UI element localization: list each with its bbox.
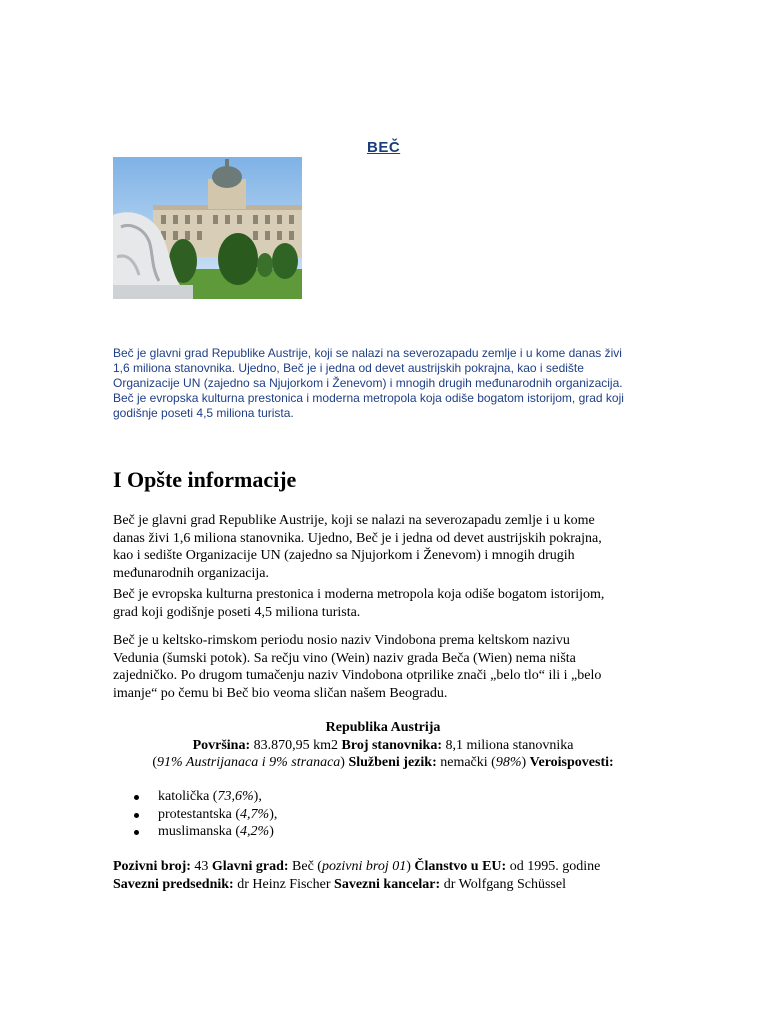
composition-close: ) xyxy=(340,755,349,770)
paragraph-line: imanje“ po čemu bi Beč bio veoma sličan našem Beogradu. xyxy=(113,685,448,701)
religion-pct: 73,6% xyxy=(217,789,254,804)
religion-suffix: ), xyxy=(269,806,278,822)
section-heading: I Opšte informacije xyxy=(113,467,297,492)
president-value: dr Heinz Fischer xyxy=(233,877,335,892)
capital-dial-code: pozivni broj 01 xyxy=(321,859,407,874)
religion-pct: 4,2% xyxy=(240,824,270,839)
area-label: Površina: xyxy=(192,737,251,753)
paragraph-line: kao i sedište Organizacije UN (zajedno sa Njujorkom i Ženevom) i mnogih drugih xyxy=(113,548,575,563)
president-label: Savezni predsednik: xyxy=(113,877,234,892)
paragraph-line: Vedunia (šumski potok). Sa rečju vino (Wein) naziv grada Beča (Wien) nema ništa xyxy=(113,650,576,666)
intro-line: Beč je evropska kulturna prestonica i moderna metropola koja odiše bogatom istorijom, grad koji xyxy=(113,391,624,405)
religion-pct: 4,7% xyxy=(240,806,270,822)
infobox-heading: Republika Austrija xyxy=(325,720,441,735)
capital-close: ) xyxy=(406,859,415,874)
page-title-link[interactable]: BEČ xyxy=(367,139,401,156)
religion-label: Veroispovesti: xyxy=(529,755,614,770)
religion-name: protestantska ( xyxy=(158,806,241,822)
intro-line: Organizacije UN (zajedno sa Njujorkom i Ženevom) i mnogih drugih međunarodnih organizacija. xyxy=(113,376,623,390)
dial-label: Pozivni broj: xyxy=(113,859,191,874)
chancellor-value: dr Wolfgang Schüssel xyxy=(440,877,566,892)
eu-label: Članstvo u EU: xyxy=(414,859,507,874)
composition-value: 91% Austrijanaca i 9% stranaca xyxy=(156,755,341,770)
paragraph-line: međunarodnih organizacija. xyxy=(113,565,270,581)
language-value: nemački ( xyxy=(436,755,496,770)
population-label: Broj stanovnika: xyxy=(341,737,442,753)
area-value: 83.870,95 km2 xyxy=(250,737,342,753)
intro-line: 1,6 miliona stanovnika. Ujedno, Beč je i jedna od devet austrijskih pokrajna, kao i sedište xyxy=(113,361,584,375)
vienna-museum-photo xyxy=(113,157,302,299)
chancellor-label: Savezni kancelar: xyxy=(334,877,441,892)
paragraph-line: Beč je evropska kulturna prestonica i moderna metropola koja odiše bogatom istorijom, xyxy=(113,587,605,602)
culture-paragraph xyxy=(113,586,653,621)
intro-line: godišnje poseti 4,5 miliona turista. xyxy=(113,406,294,420)
list-item xyxy=(113,823,277,841)
religion-name: katolička ( xyxy=(158,789,218,804)
language-pct: 98% xyxy=(495,755,522,770)
religion-suffix: ), xyxy=(253,789,262,804)
religion-name: muslimanska ( xyxy=(158,824,241,839)
dial-value: 43 xyxy=(190,859,212,874)
composition-open: ( xyxy=(152,755,157,770)
population-value: 8,1 miliona stanovnika xyxy=(442,737,574,753)
eu-value: od 1995. godine xyxy=(506,859,601,874)
intro-paragraph xyxy=(113,346,653,421)
religion-list xyxy=(113,788,277,841)
history-paragraph xyxy=(113,632,653,702)
paragraph-line: Beč je u keltsko-rimskom periodu nosio naziv Vindobona prema keltskom nazivu xyxy=(113,633,570,648)
paragraph-line: grad koji godišnje poseti 4,5 miliona turista. xyxy=(113,604,361,620)
country-facts-footer xyxy=(113,858,673,894)
paragraph-line: danas živi 1,6 miliona stanovnika. Ujedno, Beč je i jedna od devet austrijskih pokrajna, xyxy=(113,530,602,546)
language-close: ) xyxy=(521,755,530,770)
capital-value: Beč ( xyxy=(288,859,322,874)
general-info-paragraph xyxy=(113,512,653,582)
list-item xyxy=(113,806,277,824)
language-label: Službeni jezik: xyxy=(348,755,437,770)
religion-suffix: ) xyxy=(269,824,274,839)
paragraph-line: zajedničko. Po drugom tumačenju naziv Vindobona otprilike znači „belo tlo“ ili i „belo xyxy=(113,668,602,683)
intro-line: Beč je glavni grad Republike Austrije, koji se nalazi na severozapadu zemlje i u kome danas živi xyxy=(113,346,622,360)
country-infobox xyxy=(113,719,653,772)
paragraph-line: Beč je glavni grad Republike Austrije, koji se nalazi na severozapadu zemlje i u kome xyxy=(113,513,595,528)
capital-label: Glavni grad: xyxy=(211,859,289,874)
list-item xyxy=(113,788,277,806)
